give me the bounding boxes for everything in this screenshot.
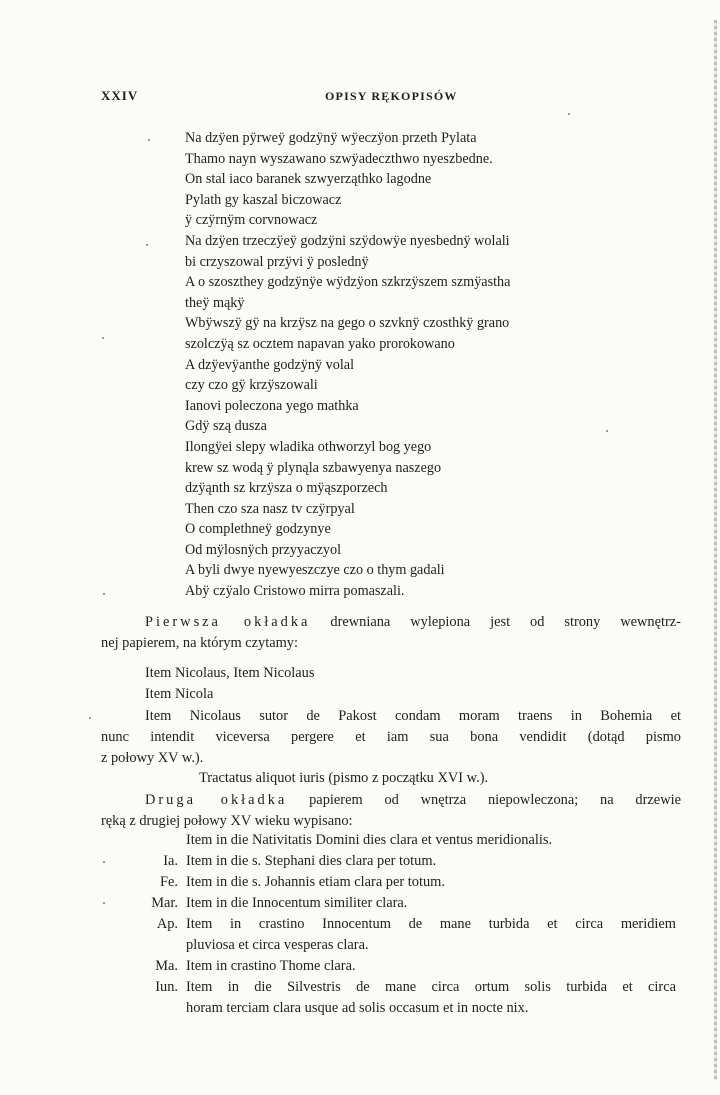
item-paragraph (101, 706, 681, 768)
poem-line: O complethneÿ godzynye (185, 521, 331, 538)
poem-line: czy czo gÿ krzÿszowali (185, 377, 318, 394)
poem-line: A byli dwye nyewyeszczye czo o thym gadali (185, 562, 445, 579)
poem-line: Thamo nayn wyszawano szwÿadeczthwo nyeszbedne. (185, 150, 493, 167)
poem-line: Pylath gy kaszal biczowacz (185, 191, 342, 208)
poem-line: szolczÿą sz ocztem napavan yako prorokowano (185, 335, 455, 352)
poem-line: krew sz wodą ÿ plynąla szbawyenya naszego (185, 459, 442, 476)
poem-line: Wbÿwszÿ gÿ na krzÿsz na gego o szvknÿ czosthkÿ grano (185, 315, 510, 332)
calendar-month-abbr: Ia. (163, 853, 178, 869)
scan-speck (103, 861, 105, 863)
calendar-entry: Item in crastino Thome clara. (186, 958, 356, 974)
calendar-month-abbr: Fe. (160, 874, 178, 890)
poem-line: Ianovi poleczona yego mathka (185, 397, 359, 414)
item-line-5: z połowy XV w.). (101, 749, 204, 766)
calendar-month-abbr: Mar. (151, 895, 178, 911)
poem-line: Od mÿlosnÿch przyyaczyol (185, 541, 342, 558)
poem-line: Gdÿ szą dusza (185, 418, 267, 435)
page-edge-shadow (714, 20, 717, 1080)
calendar-entry: Item in die s. Johannis etiam clara per totum. (186, 874, 445, 890)
scan-speck (102, 337, 104, 339)
running-head: OPISY RĘKOPISÓW (325, 89, 458, 103)
section-first-cover-line1 (101, 612, 681, 633)
poem-line: ÿ czÿrnÿm corvnowacz (185, 212, 318, 229)
poem-line: Abÿ czÿalo Cristowo mirra pomaszali. (185, 583, 405, 600)
scan-speck (568, 113, 570, 115)
poem-line: Na dzÿen trzeczÿeÿ godzÿni szÿdowÿe nyesbednÿ wolali (185, 232, 510, 249)
section-first-cover (101, 612, 681, 654)
scan-speck (103, 902, 105, 904)
poem-line: Ilongÿei slepy wladika othworzyl bog yego (185, 438, 432, 455)
item-line-1: Item Nicolaus, Item Nicolaus (145, 665, 315, 681)
section-second-cover-lead: Druga okładka (145, 792, 288, 808)
scan-speck (146, 244, 148, 246)
calendar-entry: Item in die Silvestris de mane circa ortum solis turbida et circa (186, 979, 676, 995)
calendar-month-abbr: Ma. (155, 958, 178, 974)
poem-line: Then czo sza nasz tv czÿrpyal (185, 500, 355, 517)
calendar-entry: Item in die Innocentum similiter clara. (186, 895, 408, 911)
section-second-cover (101, 790, 681, 832)
item-line-4: nunc intendit viceversa pergere et iam sua bona vendidit (dotąd pismo (101, 728, 681, 745)
page-number: XXIV (101, 88, 139, 103)
section-second-cover-line2: ręką z drugiej połowy XV wieku wypisano: (101, 812, 353, 829)
calendar-entry-continuation: horam terciam clara usque ad solis occasum et in nocte nix. (186, 1000, 529, 1016)
calendar-month-abbr: Iun. (155, 979, 178, 995)
scan-speck (148, 139, 150, 141)
poem-line: On stal iaco baranek szwyerząthko lagodne (185, 171, 432, 188)
section-first-cover-lead: Pierwsza okładka (145, 614, 311, 630)
calendar-entry: Item in die Nativitatis Domini dies clara et ventus meridionalis. (186, 832, 553, 848)
poem-line: theÿ mąkÿ (185, 294, 245, 311)
calendar-month-abbr: Ap. (156, 916, 178, 932)
poem-line: A dzÿevÿanthe godzÿnÿ volal (185, 356, 355, 373)
item-line-3: Item Nicolaus sutor de Pakost condam moram traens in Bohemia et (145, 708, 681, 724)
scan-speck (103, 593, 105, 595)
calendar-entry: Item in die s. Stephani dies clara per totum. (186, 853, 437, 869)
poem-line: Na dzÿen pÿrweÿ godzÿnÿ wÿeczÿon przeth Pylata (185, 130, 477, 146)
section-first-cover-text: drewniana wylepiona jest od strony wewnętrz- (330, 614, 681, 630)
calendar-entry-continuation: pluviosa et circa vesperas clara. (186, 937, 369, 953)
section-first-cover-line2: nej papierem, na którym czytamy: (101, 634, 298, 651)
calendar-entry: Item in crastino Innocentum de mane turbida et circa meridiem (186, 916, 676, 932)
poem-line: bi crzyszowal przÿvi ÿ poslednÿ (185, 253, 369, 270)
scan-speck (606, 430, 608, 432)
item-line-6: Tractatus aliquot iuris (pismo z początku XVI w.). (199, 770, 489, 786)
poem-line: A o szoszthey godzÿnÿe wÿdzÿon szkrzÿszem szmÿastha (185, 274, 511, 291)
item-line-2: Item Nicola (145, 686, 214, 702)
poem-line: dzÿąnth sz krzÿsza o mÿąszporzech (185, 480, 388, 497)
poem (185, 128, 655, 602)
section-second-cover-text: papierem od wnętrza niepowleczona; na drzewie (309, 792, 681, 808)
section-second-cover-line1 (101, 790, 681, 811)
scan-speck (89, 717, 91, 719)
